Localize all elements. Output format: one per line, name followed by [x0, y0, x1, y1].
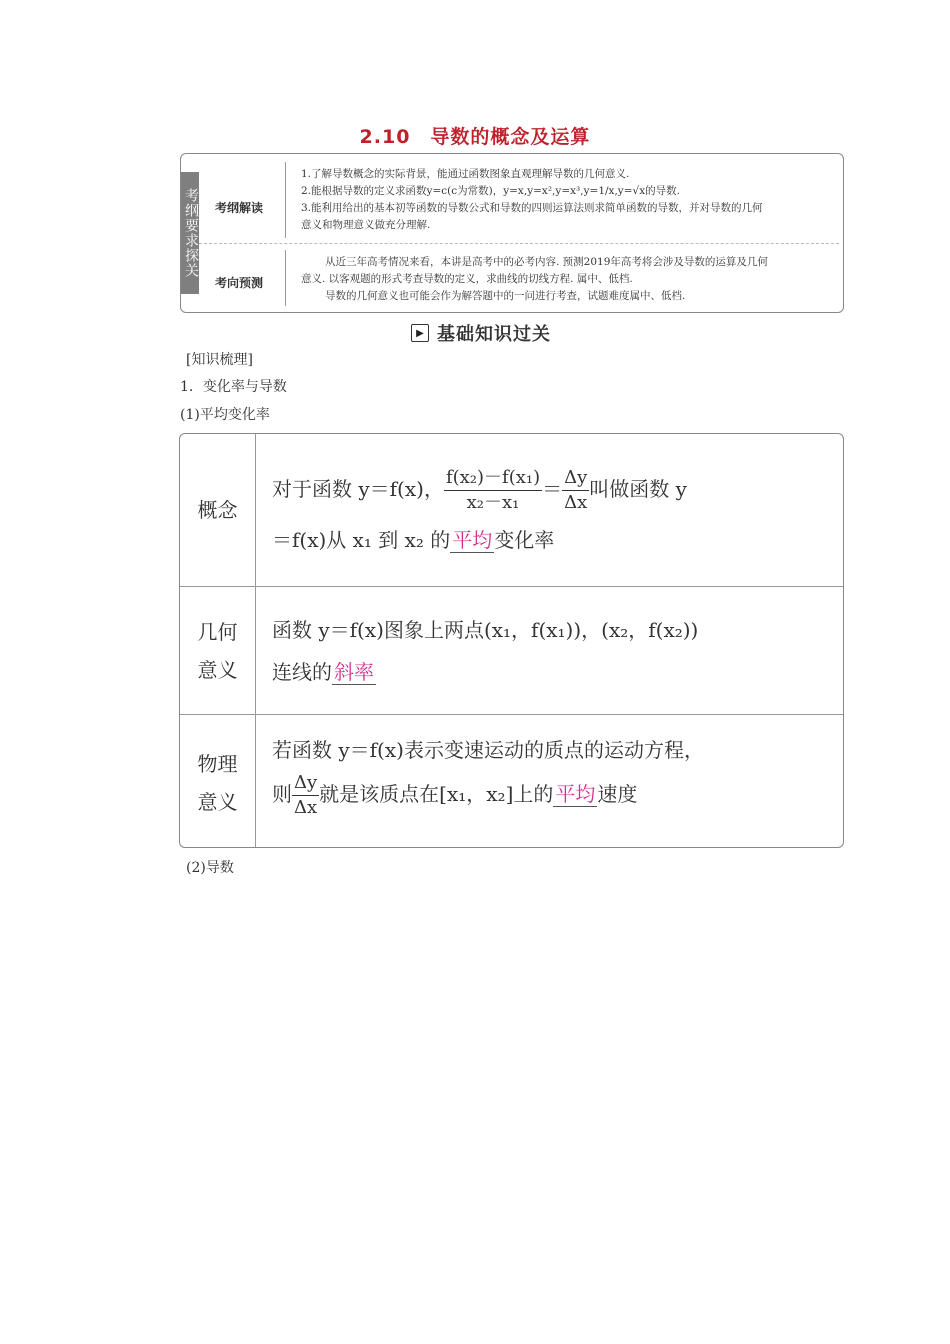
exam-label-forecast: 考向预测: [215, 276, 264, 290]
fraction: $\frac{\Delta y}{\Delta x}$: [294, 772, 318, 818]
highlight-answer: 平均: [452, 528, 493, 552]
row-content: 对于函数 y＝f(x)， $\frac{\text{f(x₂)－f(x₁)}}{\text{x₂－x₁}}$ ＝ $\frac{\Delta y}{\Delta x}$ 叫做函数 y ＝f(x)从 x₁ 到 x₂ 的 平均 变化率: [272, 467, 687, 552]
row-label: 几何 意义: [180, 587, 256, 715]
exam-line: 导数的几何意义也可能会作为解答题中的一问进行考查，试题难度属中、低档.: [325, 290, 686, 302]
exam-line: 意义. 以客观题的形式考查导数的定义，求曲线的切线方程. 属中、低档.: [301, 273, 633, 285]
highlight-answer: 平均: [555, 782, 596, 806]
banner-text: 基础知识过关: [437, 324, 551, 345]
table-row: [180, 434, 843, 586]
exam-line: 从近三年高考情况来看，本讲是高考中的必考内容. 预测2019年高考将会涉及导数的运算及几何: [325, 256, 768, 268]
sub-heading: (2)导数: [186, 860, 234, 876]
row-content: 函数 y＝f(x)图象上两点(x₁，f(x₁))，(x₂，f(x₂)) 连线的 斜率: [272, 618, 699, 684]
page-title: 2.10 导数的概念及运算: [359, 126, 591, 148]
exam-divider: [199, 243, 839, 244]
row-label: 概念: [180, 434, 256, 586]
avg-rate-table: [179, 433, 844, 848]
exam-side-label: 考纲要求探关: [181, 172, 199, 294]
item-heading: 1．变化率与导数: [180, 379, 287, 395]
exam-line: 2.能根据导数的定义求函数y=c(c为常数)，y=x,y=x²,y=x³,y=1/x,y=√x的导数.: [301, 185, 680, 197]
exam-line: 意义和物理意义做充分理解.: [301, 219, 431, 231]
section-banner: [411, 321, 551, 345]
table-row: [180, 586, 843, 715]
table-row: [180, 714, 843, 848]
fraction: $\frac{\text{f(x₂)－f(x₁)}}{\text{x₂－x₁}}$: [445, 467, 541, 513]
exam-forecast-lines: [301, 254, 835, 305]
exam-vline: [285, 250, 286, 306]
sub-heading: (1)平均变化率: [180, 407, 270, 423]
play-icon: ▶: [411, 324, 429, 342]
knowledge-heading: [知识梳理]: [186, 352, 253, 368]
exam-line: 3.能利用给出的基本初等函数的导数公式和导数的四则运算法则求简单函数的导数，并对导数的几何: [301, 202, 763, 214]
row-content: 若函数 y＝f(x)表示变速运动的质点的运动方程， 则 $\frac{\Delta y}{\Delta x}$ 就是该质点在[x₁，x₂]上的 平均 速度: [272, 738, 704, 818]
exam-outline-box: [180, 153, 844, 313]
fraction: $\frac{\Delta y}{\Delta x}$: [564, 467, 588, 513]
highlight-answer: 斜率: [334, 660, 374, 684]
exam-vline: [285, 162, 286, 238]
exam-label-outline: 考纲解读: [215, 201, 264, 215]
exam-outline-lines: [301, 166, 835, 234]
exam-line: 1.了解导数概念的实际背景，能通过函数图象直观理解导数的几何意义.: [301, 168, 630, 180]
row-label: 物理 意义: [180, 715, 256, 848]
